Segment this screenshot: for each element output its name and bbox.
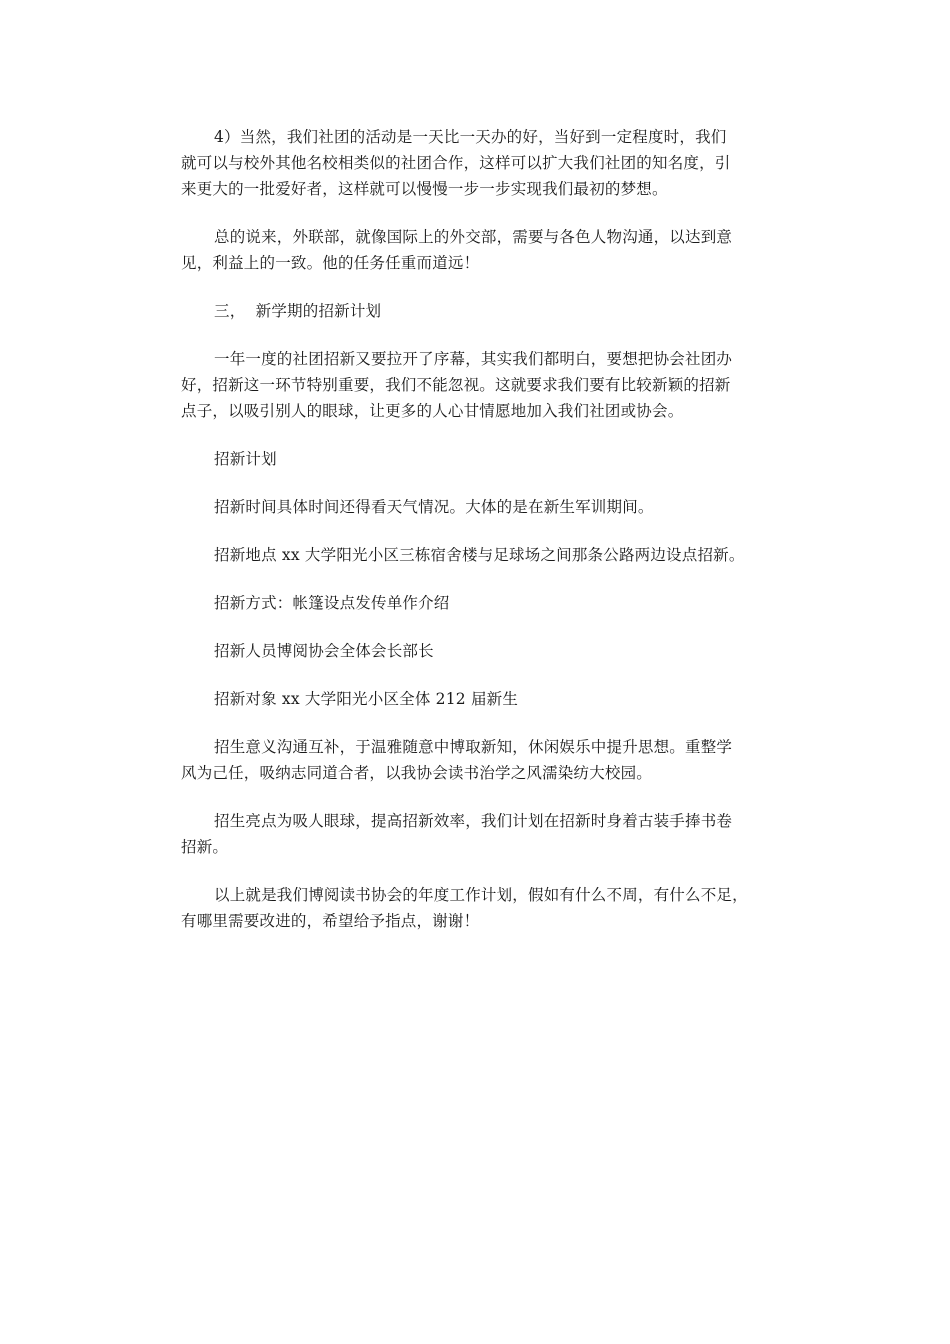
text-line: 招新。 [181, 838, 229, 856]
text-line: 招生意义沟通互补，于温雅随意中博取新知，休闲娱乐中提升思想。重整学 [214, 738, 733, 756]
text-line: 招新对象 xx 大学阳光小区全体 212 届新生 [214, 690, 519, 708]
document-body [181, 124, 781, 956]
text-line: 来更大的一批爱好者，这样就可以慢慢一步一步实现我们最初的梦想。 [181, 180, 668, 198]
paragraph-summary [181, 224, 781, 276]
text-line: 以上就是我们博阅读书协会的年度工作计划，假如有什么不周，有什么不足， [214, 886, 748, 904]
text-line: 就可以与校外其他名校相类似的社团合作，这样可以扩大我们社团的知名度，引 [181, 154, 731, 172]
recruitment-target [181, 686, 781, 712]
paragraph-recruitment-intro [181, 346, 781, 424]
paragraph-activities [181, 124, 781, 202]
section-heading [181, 298, 781, 324]
text-line: 4）当然，我们社团的活动是一天比一天办的好，当好到一定程度时，我们 [214, 128, 727, 146]
text-line: 点子，以吸引别人的眼球，让更多的人心甘情愿地加入我们社团或协会。 [181, 402, 684, 420]
recruitment-method [181, 590, 781, 616]
text-line: 招新计划 [214, 450, 277, 468]
recruitment-highlight [181, 808, 781, 860]
recruitment-time [181, 494, 781, 520]
text-line: 招新人员博阅协会全体会长部长 [214, 642, 434, 660]
subheading-recruitment-plan [181, 446, 781, 472]
text-line: 总的说来，外联部，就像国际上的外交部，需要与各色人物沟通，以达到意 [214, 228, 733, 246]
recruitment-staff [181, 638, 781, 664]
text-line: 一年一度的社团招新又要拉开了序幕，其实我们都明白，要想把协会社团办 [214, 350, 733, 368]
text-line: 有哪里需要改进的，希望给予指点，谢谢！ [181, 912, 480, 930]
paragraph-closing [181, 882, 781, 934]
text-line: 风为己任，吸纳志同道合者，以我协会读书治学之风濡染纺大校园。 [181, 764, 653, 782]
text-line: 招生亮点为吸人眼球，提高招新效率，我们计划在招新时身着古装手捧书卷 [214, 812, 733, 830]
text-line: 好，招新这一环节特别重要，我们不能忽视。这就要求我们要有比较新颖的招新 [181, 376, 731, 394]
text-line: 见，利益上的一致。他的任务任重而道远！ [181, 254, 480, 272]
text-line: 招新时间具体时间还得看天气情况。大体的是在新生军训期间。 [214, 498, 654, 516]
text-line: 招新地点 xx 大学阳光小区三栋宿舍楼与足球场之间那条公路两边设点招新。 [214, 546, 745, 564]
text-line: 招新方式：帐篷设点发传单作介绍 [214, 594, 450, 612]
recruitment-significance [181, 734, 781, 786]
recruitment-location [181, 542, 781, 568]
text-line: 三， 新学期的招新计划 [214, 302, 382, 320]
